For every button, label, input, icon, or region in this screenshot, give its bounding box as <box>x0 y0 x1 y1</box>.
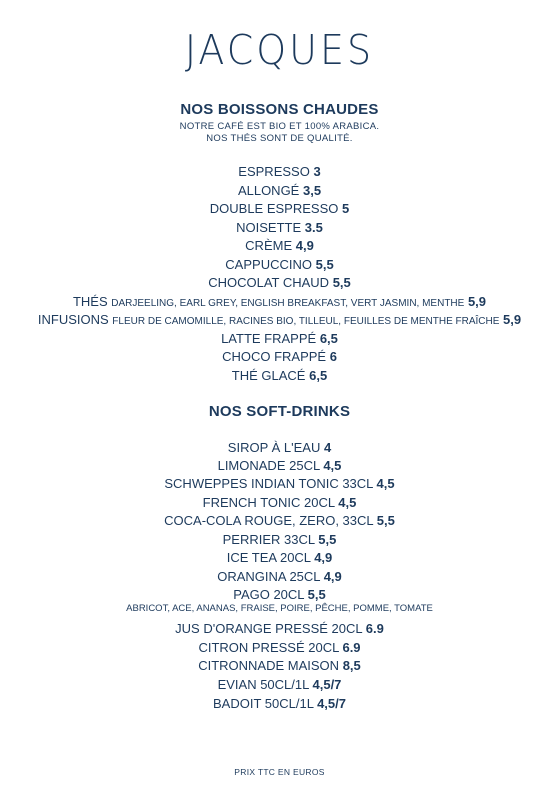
menu-item-schweppes <box>0 475 559 493</box>
menu-item-jus-orange <box>0 620 559 638</box>
item-price: 5,5 <box>376 513 395 528</box>
hot-subtitle-2: NOS THÉS SONT DE QUALITÉ. <box>206 133 353 144</box>
item-name: CITRON PRESSÉ 20CL <box>198 640 339 655</box>
footer-note: PRIX TTC EN EUROS <box>234 767 325 777</box>
item-price: 8,5 <box>342 658 361 673</box>
menu-item-pago <box>0 586 559 604</box>
item-price: 5,5 <box>315 257 334 272</box>
item-name: ESPRESSO <box>238 164 310 179</box>
menu-item-citronnade <box>0 657 559 675</box>
item-price: 6.9 <box>365 621 384 636</box>
item-name: PERRIER 33CL <box>222 532 315 547</box>
item-price: 4,9 <box>314 550 333 565</box>
item-name: INFUSIONS <box>37 312 109 327</box>
item-price: 6,5 <box>319 331 338 346</box>
item-name: CRÈME <box>245 238 293 253</box>
section-title-soft: NOS SOFT-DRINKS <box>208 403 351 420</box>
item-name: COCA-COLA ROUGE, ZERO, 33CL <box>164 513 374 528</box>
item-name: ICE TEA 20CL <box>226 550 311 565</box>
item-name: THÉS <box>72 294 108 309</box>
item-detail: DARJEELING, EARL GREY, ENGLISH BREAKFAST, VERT JASMIN, MENTHE <box>111 298 465 309</box>
item-name: ORANGINA 25CL <box>217 569 321 584</box>
item-name: EVIAN 50CL/1L <box>217 677 309 692</box>
menu-item-orangina <box>0 568 559 586</box>
item-name: CITRONNADE MAISON <box>198 658 340 673</box>
menu-item-coca-cola <box>0 512 559 530</box>
item-price: 5,5 <box>318 532 337 547</box>
item-price: 4 <box>323 440 332 455</box>
menu-item-citron-presse <box>0 639 559 657</box>
item-name: PAGO 20CL <box>233 587 305 602</box>
item-price: 4,5/7 <box>317 696 346 711</box>
item-price: 5,5 <box>332 275 351 290</box>
item-price: 3 <box>313 164 321 179</box>
item-price: 4,5 <box>376 476 395 491</box>
item-name: ALLONGÉ <box>237 183 300 198</box>
item-name: FRENCH TONIC 20CL <box>202 495 335 510</box>
menu-item-perrier <box>0 531 559 549</box>
item-price: 4,5 <box>338 495 357 510</box>
item-price: 6 <box>329 349 337 364</box>
item-price: 4,9 <box>323 569 342 584</box>
menu-item-cappuccino <box>0 256 559 274</box>
brand-logo: JACQUES <box>184 26 375 74</box>
menu-item-double-espresso <box>0 200 559 218</box>
item-detail: FLEUR DE CAMOMILLE, RACINES BIO, TILLEUL, FEUILLES DE MENTHE FRAÎCHE <box>112 316 500 327</box>
menu-item-noisette <box>0 219 559 237</box>
menu-item-sirop <box>0 439 559 457</box>
menu-item-french-tonic <box>0 494 559 512</box>
menu-item-thes <box>0 293 559 313</box>
section-title-hot: NOS BOISSONS CHAUDES <box>180 101 379 118</box>
item-price: 4,9 <box>295 238 314 253</box>
item-name: SCHWEPPES INDIAN TONIC 33CL <box>164 476 373 491</box>
menu-item-latte-frappe <box>0 330 559 348</box>
menu-item-evian <box>0 676 559 694</box>
item-price: 5,5 <box>307 587 326 602</box>
menu-item-badoit <box>0 695 559 713</box>
item-name: CHOCOLAT CHAUD <box>208 275 330 290</box>
item-name: SIROP À L'EAU <box>227 440 321 455</box>
item-name: JUS D'ORANGE PRESSÉ 20CL <box>175 621 363 636</box>
menu-item-limonade <box>0 457 559 475</box>
item-price: 4,5 <box>323 458 342 473</box>
item-name: BADOIT 50CL/1L <box>213 696 314 711</box>
item-price: 3.5 <box>304 220 323 235</box>
item-price: 5,9 <box>503 312 522 327</box>
item-price: 4,5/7 <box>312 677 342 692</box>
item-price: 5 <box>342 201 350 216</box>
menu-item-choco-frappe <box>0 348 559 366</box>
item-price: 3,5 <box>302 183 322 198</box>
menu-item-chocolat-chaud <box>0 274 559 292</box>
item-name: CAPPUCCINO <box>225 257 312 272</box>
item-name: THÉ GLACÉ <box>231 368 306 383</box>
menu-item-ice-tea <box>0 549 559 567</box>
item-name: LIMONADE 25CL <box>217 458 320 473</box>
item-price: 6.9 <box>342 640 361 655</box>
hot-subtitle-1: NOTRE CAFÉ EST BIO ET 100% ARABICA. <box>179 121 380 132</box>
menu-item-creme <box>0 237 559 255</box>
item-name: CHOCO FRAPPÉ <box>222 349 327 364</box>
item-name: DOUBLE ESPRESSO <box>209 201 339 216</box>
item-price: 6,5 <box>309 368 328 383</box>
menu-item-espresso <box>0 163 559 181</box>
item-name: NOISETTE <box>236 220 302 235</box>
item-price: 5,9 <box>467 294 487 309</box>
item-name: LATTE FRAPPÉ <box>221 331 317 346</box>
menu-item-allonge <box>0 182 559 200</box>
menu-item-infusions <box>0 311 559 331</box>
menu-item-the-glace <box>0 367 559 385</box>
pago-flavors: ABRICOT, ACE, ANANAS, FRAISE, POIRE, PÊCHE, POMME, TOMATE <box>126 603 433 614</box>
